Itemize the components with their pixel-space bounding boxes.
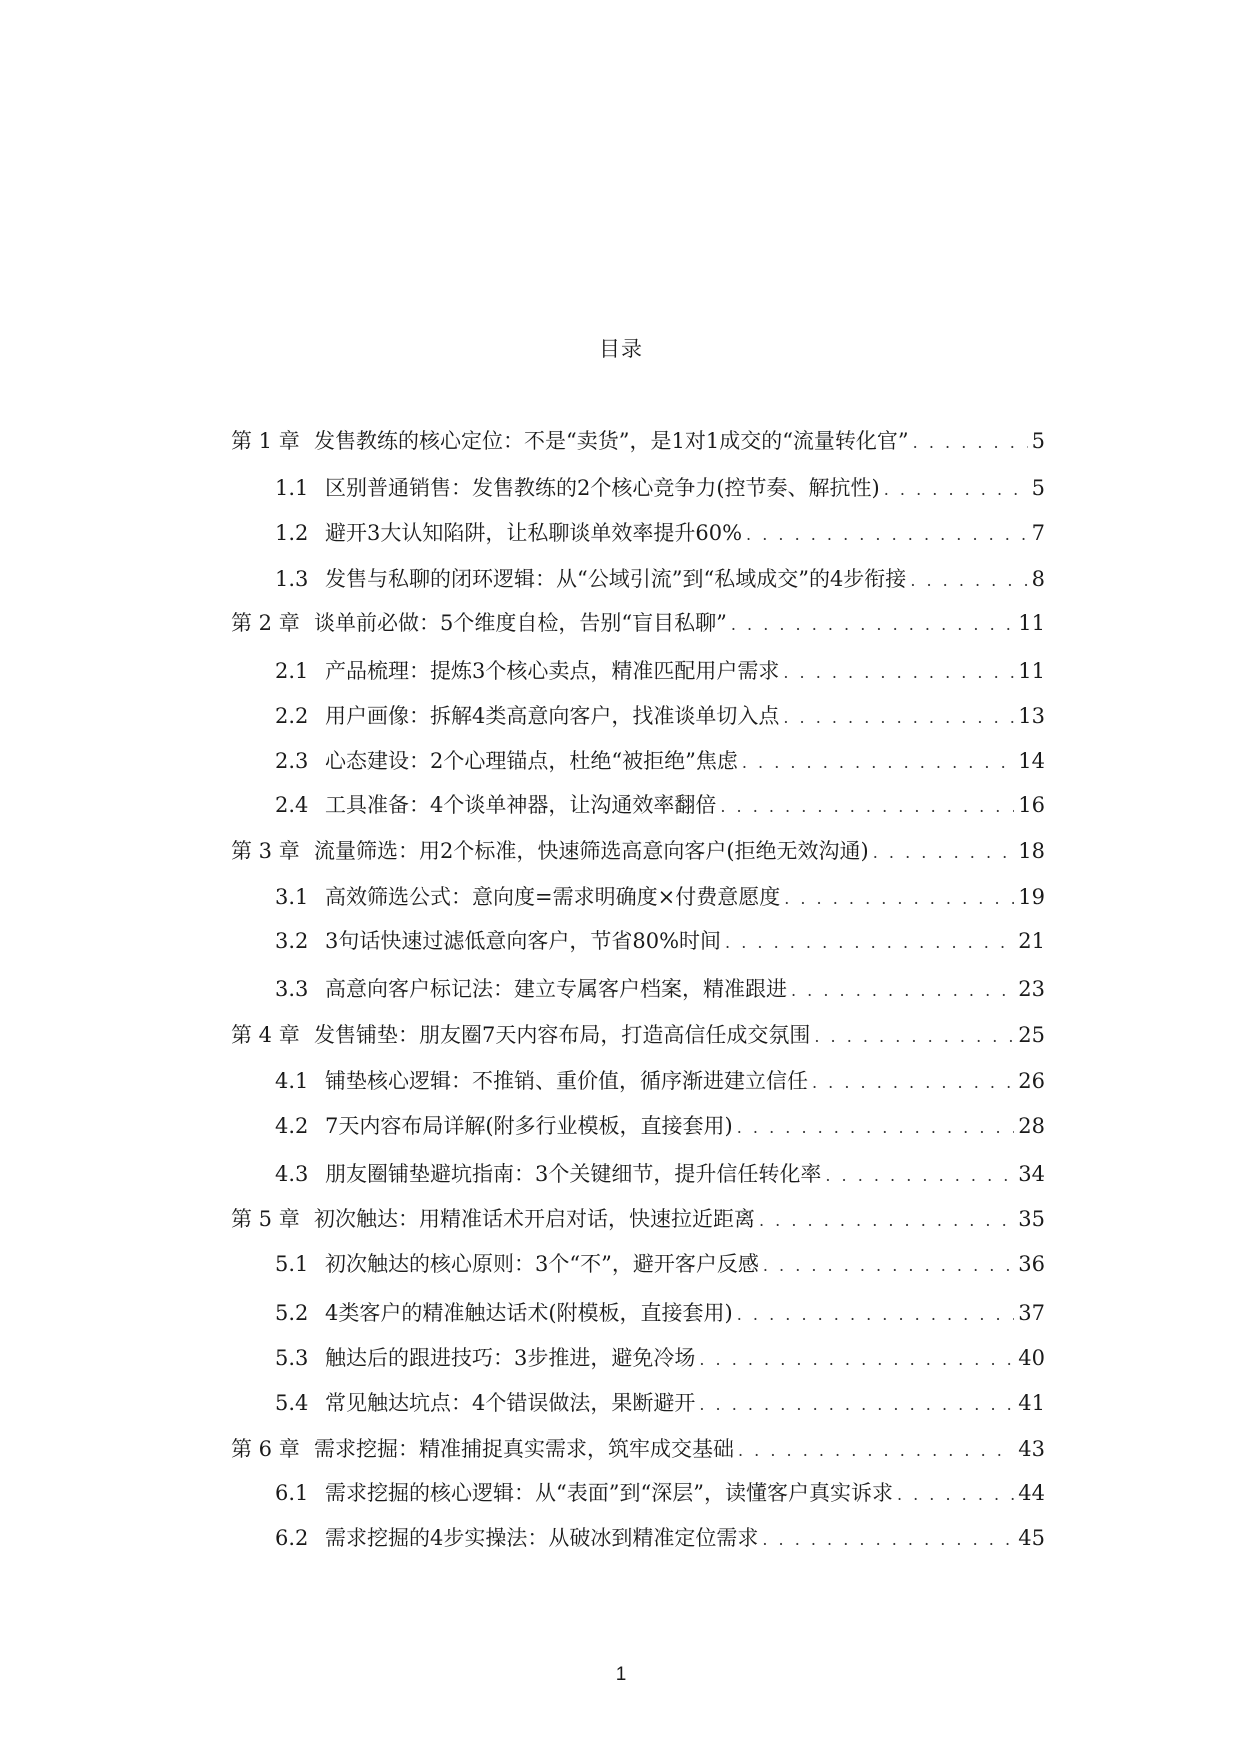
toc-dot-leader [731, 610, 1014, 640]
toc-entry-number: 5.3 [275, 1346, 309, 1370]
toc-entry-text: 需求挖掘：精准捕捉真实需求，筑牢成交基础 [314, 1437, 734, 1461]
toc-entry-number: 5.1 [275, 1252, 309, 1276]
toc-chapter-entry [231, 836, 1045, 868]
toc-entry-text: 4类客户的精准触达话术(附模板，直接套用) [325, 1301, 733, 1325]
toc-entry-page: 13 [1018, 704, 1045, 728]
toc-dot-leader [720, 792, 1014, 822]
toc-entry-number: 2.4 [275, 793, 309, 817]
toc-entry-text: 流量筛选：用2个标准，快速筛选高意向客户(拒绝无效沟通) [314, 839, 869, 863]
toc-section-entry [275, 1111, 1045, 1143]
toc-entry-number: 3.2 [275, 929, 309, 953]
toc-entry-number: 1.1 [275, 476, 309, 500]
toc-entry-text: 谈单前必做：5个维度自检，告别“盲目私聊” [314, 611, 727, 635]
toc-section-entry [275, 882, 1045, 914]
toc-entry-text: 发售与私聊的闭环逻辑：从“公域引流”到“私域成交”的4步衔接 [325, 567, 907, 591]
toc-dot-leader [763, 1251, 1014, 1281]
toc-entry-page: 21 [1018, 929, 1045, 953]
toc-dot-leader [725, 928, 1014, 958]
toc-dot-leader [783, 703, 1014, 733]
toc-entry-text: 产品梳理：提炼3个核心卖点，精准匹配用户需求 [325, 659, 780, 683]
toc-section-entry [275, 1343, 1045, 1375]
toc-chapter-entry [231, 1204, 1045, 1236]
toc-entry-text: 3句话快速过滤低意向客户，节省80%时间 [325, 929, 722, 953]
toc-entry-page: 14 [1018, 749, 1045, 773]
toc-entry-page: 19 [1018, 885, 1045, 909]
toc-chapter-entry [231, 608, 1045, 640]
toc-dot-leader [814, 1022, 1014, 1052]
toc-entry-page: 23 [1018, 977, 1045, 1001]
toc-entry-page: 28 [1018, 1114, 1045, 1138]
toc-entry-page: 18 [1018, 839, 1045, 863]
toc-entry-page: 26 [1018, 1069, 1045, 1093]
toc-entry-page: 44 [1018, 1481, 1045, 1505]
toc-entry-text: 初次触达的核心原则：3个“不”，避开客户反感 [325, 1252, 759, 1276]
toc-entry-text: 发售铺垫：朋友圈7天内容布局，打造高信任成交氛围 [314, 1023, 811, 1047]
toc-entry-page: 35 [1018, 1207, 1045, 1231]
toc-section-entry [275, 564, 1045, 596]
toc-entry-number: 3.3 [275, 977, 309, 1001]
toc-entry-number: 4.1 [275, 1069, 309, 1093]
toc-dot-leader [737, 1300, 1015, 1330]
toc-entry-number: 第 2 章 [231, 611, 300, 635]
toc-title: 目录 [599, 337, 643, 361]
toc-section-entry [275, 790, 1045, 822]
toc-dot-leader [699, 1345, 1014, 1375]
toc-dot-leader [742, 748, 1014, 778]
toc-entry-page: 5 [1031, 429, 1045, 453]
toc-entry-text: 高效筛选公式：意向度=需求明确度×付费意愿度 [325, 885, 781, 909]
toc-entry-page: 40 [1018, 1346, 1045, 1370]
toc-entry-text: 铺垫核心逻辑：不推销、重价值，循序渐进建立信任 [325, 1069, 808, 1093]
toc-entry-number: 6.2 [275, 1526, 309, 1550]
toc-dot-leader [873, 838, 1015, 868]
toc-section-entry [275, 1249, 1045, 1281]
toc-section-entry [275, 926, 1045, 958]
toc-entry-text: 需求挖掘的4步实操法：从破冰到精准定位需求 [325, 1526, 759, 1550]
toc-section-entry [275, 1066, 1045, 1098]
toc-section-entry [275, 1478, 1045, 1510]
toc-section-entry [275, 746, 1045, 778]
toc-entry-text: 常见触达坑点：4个错误做法，果断避开 [325, 1391, 696, 1415]
toc-section-entry [275, 1388, 1045, 1420]
toc-entry-number: 第 5 章 [231, 1207, 300, 1231]
toc-entry-text: 朋友圈铺垫避坑指南：3个关键细节，提升信任转化率 [325, 1162, 822, 1186]
toc-entry-page: 36 [1018, 1252, 1045, 1276]
toc-entry-page: 45 [1018, 1526, 1045, 1550]
toc-dot-leader [784, 884, 1014, 914]
toc-entry-number: 2.3 [275, 749, 309, 773]
toc-entry-number: 2.2 [275, 704, 309, 728]
toc-entry-text: 7天内容布局详解(附多行业模板，直接套用) [325, 1114, 733, 1138]
toc-entry-number: 2.1 [275, 659, 309, 683]
toc-dot-leader [825, 1161, 1014, 1191]
toc-entry-text: 发售教练的核心定位：不是“卖货”，是1对1成交的“流量转化官” [314, 429, 909, 453]
toc-section-entry [275, 974, 1045, 1006]
toc-dot-leader [897, 1480, 1014, 1510]
toc-entry-number: 6.1 [275, 1481, 309, 1505]
toc-entry-page: 8 [1031, 567, 1045, 591]
toc-entry-page: 37 [1018, 1301, 1045, 1325]
toc-entry-text: 高意向客户标记法：建立专属客户档案，精准跟进 [325, 977, 787, 1001]
toc-entry-text: 初次触达：用精准话术开启对话，快速拉近距离 [314, 1207, 755, 1231]
toc-entry-page: 43 [1018, 1437, 1045, 1461]
toc-entry-text: 需求挖掘的核心逻辑：从“表面”到“深层”，读懂客户真实诉求 [325, 1481, 893, 1505]
toc-entry-text: 用户画像：拆解4类高意向客户，找准谈单切入点 [325, 704, 780, 728]
toc-entry-number: 第 1 章 [231, 429, 300, 453]
toc-dot-leader [910, 566, 1027, 596]
toc-entry-page: 34 [1018, 1162, 1045, 1186]
toc-dot-leader [699, 1390, 1014, 1420]
toc-dot-leader [913, 428, 1028, 458]
toc-entry-number: 5.4 [275, 1391, 309, 1415]
toc-entry-page: 7 [1031, 521, 1045, 545]
toc-entry-page: 41 [1018, 1391, 1045, 1415]
toc-entry-number: 4.2 [275, 1114, 309, 1138]
toc-dot-leader [762, 1525, 1014, 1555]
toc-entry-page: 11 [1018, 659, 1045, 683]
toc-entry-number: 4.3 [275, 1162, 309, 1186]
toc-dot-leader [791, 976, 1014, 1006]
toc-entry-page: 25 [1018, 1023, 1045, 1047]
toc-chapter-entry [231, 1434, 1045, 1466]
toc-dot-leader [746, 520, 1028, 550]
toc-section-entry [275, 1523, 1045, 1555]
toc-entry-number: 第 4 章 [231, 1023, 300, 1047]
toc-entry-number: 第 6 章 [231, 1437, 300, 1461]
toc-section-entry [275, 1159, 1045, 1191]
toc-entry-page: 16 [1018, 793, 1045, 817]
toc-section-entry [275, 701, 1045, 733]
page-number: 1 [615, 1664, 627, 1685]
toc-chapter-entry [231, 426, 1045, 458]
toc-dot-leader [783, 658, 1014, 688]
toc-entry-number: 1.2 [275, 521, 309, 545]
toc-section-entry [275, 518, 1045, 550]
toc-entry-text: 区别普通销售：发售教练的2个核心竞争力(控节奏、解抗性) [325, 476, 880, 500]
toc-entry-page: 5 [1031, 476, 1045, 500]
toc-entry-text: 工具准备：4个谈单神器，让沟通效率翻倍 [325, 793, 717, 817]
toc-entry-text: 避开3大认知陷阱，让私聊谈单效率提升60% [325, 521, 743, 545]
toc-entry-number: 5.2 [275, 1301, 309, 1325]
toc-section-entry [275, 656, 1045, 688]
toc-section-entry [275, 473, 1045, 505]
toc-dot-leader [737, 1113, 1015, 1143]
toc-dot-leader [759, 1206, 1014, 1236]
toc-entry-number: 1.3 [275, 567, 309, 591]
toc-entry-page: 11 [1018, 611, 1045, 635]
toc-entry-number: 3.1 [275, 885, 309, 909]
toc-dot-leader [884, 475, 1028, 505]
toc-chapter-entry [231, 1020, 1045, 1052]
toc-entry-text: 触达后的跟进技巧：3步推进，避免冷场 [325, 1346, 696, 1370]
toc-entry-number: 第 3 章 [231, 839, 300, 863]
toc-entry-text: 心态建设：2个心理锚点，杜绝“被拒绝”焦虑 [325, 749, 738, 773]
toc-dot-leader [812, 1068, 1014, 1098]
toc-section-entry [275, 1298, 1045, 1330]
toc-dot-leader [738, 1436, 1014, 1466]
